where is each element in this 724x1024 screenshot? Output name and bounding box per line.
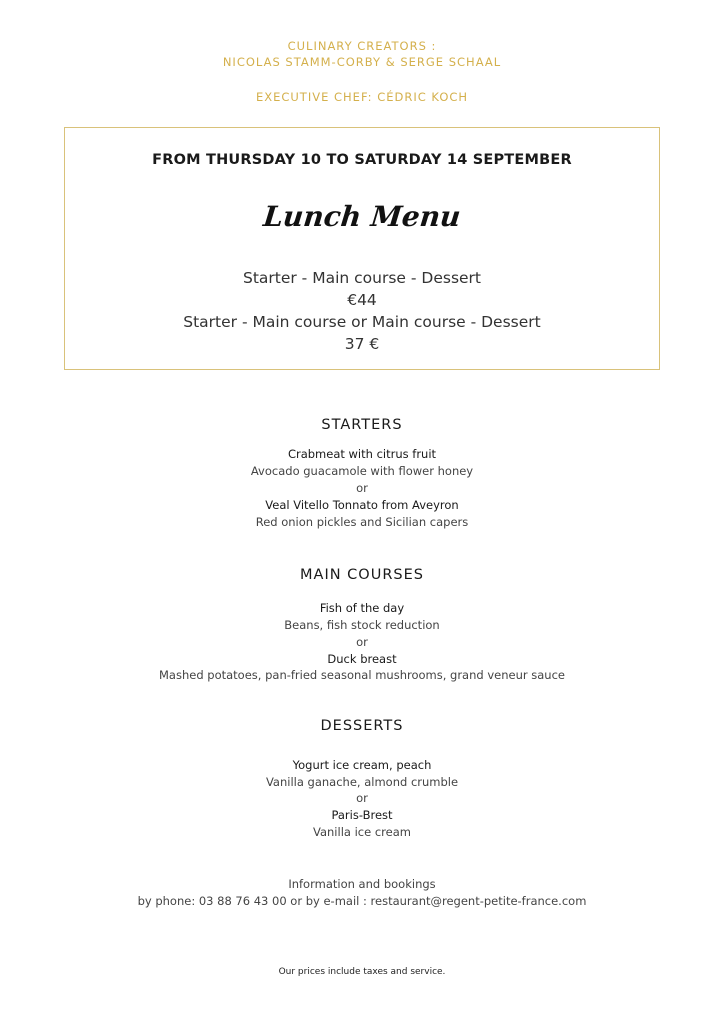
menu-dates: FROM THURSDAY 10 TO SATURDAY 14 SEPTEMBER bbox=[152, 152, 572, 168]
prices-footnote: Our prices include taxes and service. bbox=[278, 967, 446, 977]
offer-2-label: Starter - Main course or Main course - Dessert bbox=[183, 313, 541, 331]
culinary-creators bbox=[0, 38, 724, 70]
executive-chef: EXECUTIVE CHEF: CÉDRIC KOCH bbox=[255, 90, 469, 104]
creators-line-2: NICOLAS STAMM-CORBY & SERGE SCHAAL bbox=[222, 55, 502, 69]
menu-title: Lunch Menu bbox=[261, 200, 463, 233]
main-or: or bbox=[356, 635, 368, 649]
desserts-heading: DESSERTS bbox=[320, 718, 404, 734]
starter-1-description: Avocado guacamole with flower honey bbox=[250, 464, 474, 478]
offer-1-price: €44 bbox=[347, 291, 377, 309]
contact-details: by phone: 03 88 76 43 00 or by e-mail : restaurant@regent-petite-france.com bbox=[137, 894, 587, 908]
dessert-1-name: Yogurt ice cream, peach bbox=[292, 758, 432, 772]
starters-heading: STARTERS bbox=[321, 417, 403, 433]
offer-1-label: Starter - Main course - Dessert bbox=[242, 269, 482, 287]
main-2-description: Mashed potatoes, pan-fried seasonal mushrooms, grand veneur sauce bbox=[159, 668, 565, 682]
starter-or: or bbox=[356, 481, 368, 495]
dessert-or: or bbox=[356, 791, 368, 805]
main-1-description: Beans, fish stock reduction bbox=[284, 618, 440, 632]
offer-2-price: 37 € bbox=[344, 335, 380, 353]
starter-2-description: Red onion pickles and Sicilian capers bbox=[255, 515, 469, 529]
dessert-2-description: Vanilla ice cream bbox=[313, 825, 411, 839]
menu-box bbox=[64, 127, 660, 370]
starter-2-name: Veal Vitello Tonnato from Aveyron bbox=[265, 498, 459, 512]
info-bookings: Information and bookings bbox=[288, 877, 436, 891]
starter-1-name: Crabmeat with citrus fruit bbox=[287, 447, 437, 461]
main-1-name: Fish of the day bbox=[319, 601, 405, 615]
creators-line-1: CULINARY CREATORS : bbox=[287, 39, 437, 53]
main-2-name: Duck breast bbox=[327, 652, 397, 666]
main-courses-heading: MAIN COURSES bbox=[300, 567, 424, 583]
dessert-1-description: Vanilla ganache, almond crumble bbox=[265, 775, 459, 789]
dessert-2-name: Paris-Brest bbox=[331, 808, 393, 822]
